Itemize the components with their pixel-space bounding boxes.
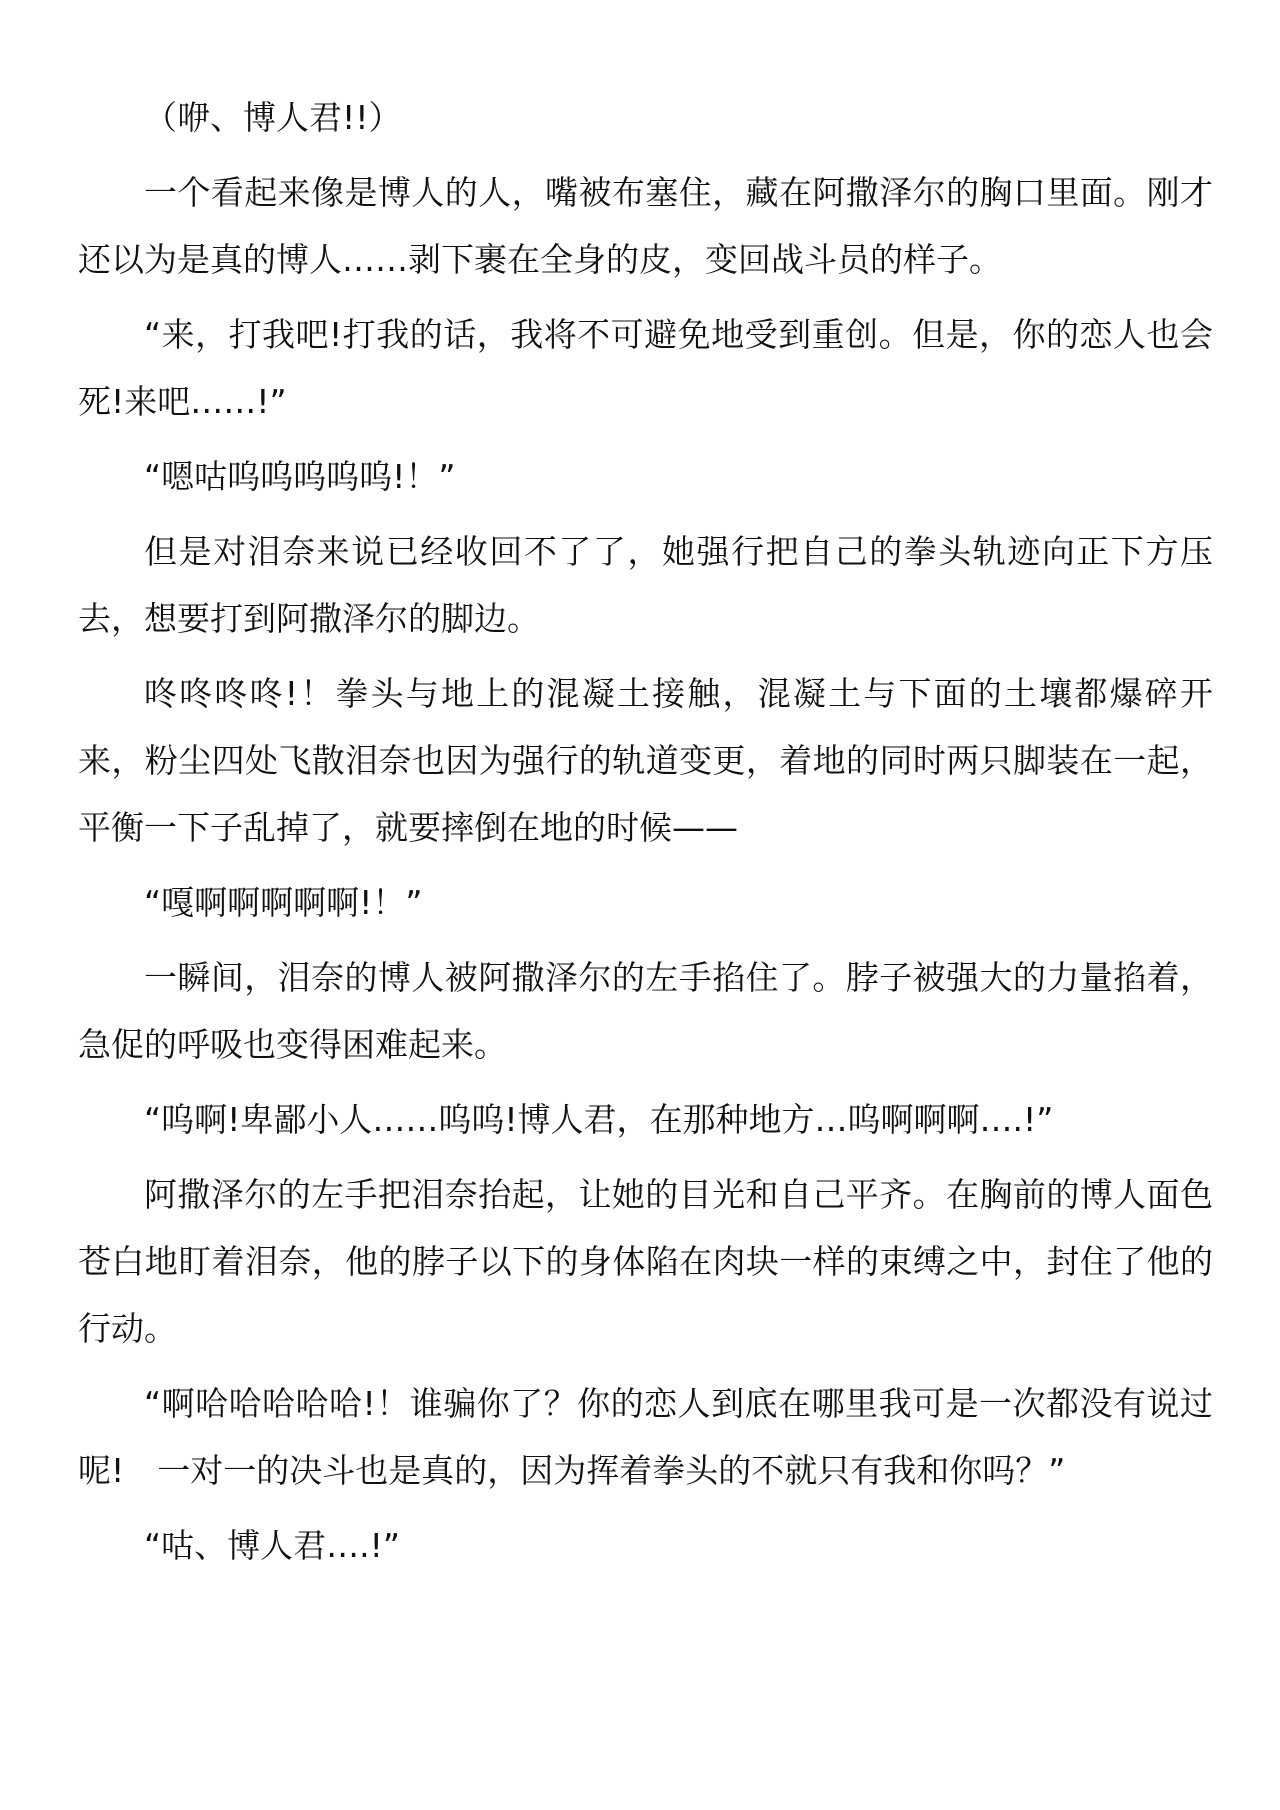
paragraph-3: “来，打我吧!打我的话，我将不可避免地受到重创。但是，你的恋人也会死!来吧……!” xyxy=(78,315,1213,421)
paragraph-10: 阿撒泽尔的左手把泪奈抬起，让她的目光和自己平齐。在胸前的博人面色苍白地盯着泪奈，他的脖子以下的身体陷在肉块一样的束缚之中，封住了他的行动。 xyxy=(78,1175,1213,1348)
paragraph-8: 一瞬间，泪奈的博人被阿撒泽尔的左手掐住了。脖子被强大的力量掐着，急促的呼吸也变得困难起来。 xyxy=(78,958,1213,1064)
paragraph-12: “咕、博人君….!” xyxy=(144,1526,400,1565)
paragraph-5: 但是对泪奈来说已经收回不了了，她强行把自己的拳头轨迹向正下方压去，想要打到阿撒泽尔的脚边。 xyxy=(78,532,1213,638)
paragraph-11: “啊哈哈哈哈哈!！谁骗你了？你的恋人到底在哪里我可是一次都没有说过呢! 一对一的决斗也是真的，因为挥着拳头的不就只有我和你吗？” xyxy=(78,1384,1213,1490)
paragraph-9: “呜啊!卑鄙小人……呜呜!博人君，在那种地方…呜啊啊啊….!” xyxy=(144,1100,1054,1139)
story-text xyxy=(78,84,1213,1579)
paragraph-1: （咿、博人君!!） xyxy=(144,98,402,137)
paragraph-7: “嘎啊啊啊啊啊!！” xyxy=(144,883,423,922)
paragraph-4: “嗯咕呜呜呜呜呜!！” xyxy=(144,457,456,496)
paragraph-6: 咚咚咚咚!！拳头与地上的混凝土接触，混凝土与下面的土壤都爆碎开来，粉尘四处飞散泪奈也因为强行的轨道变更，着地的同时两只脚装在一起，平衡一下子乱掉了，就要摔倒在地的时候—— xyxy=(78,674,1213,847)
paragraph-2: 一个看起来像是博人的人，嘴被布塞住，藏在阿撒泽尔的胸口里面。刚才还以为是真的博人……剥下裹在全身的皮，变回战斗员的样子。 xyxy=(78,173,1213,279)
